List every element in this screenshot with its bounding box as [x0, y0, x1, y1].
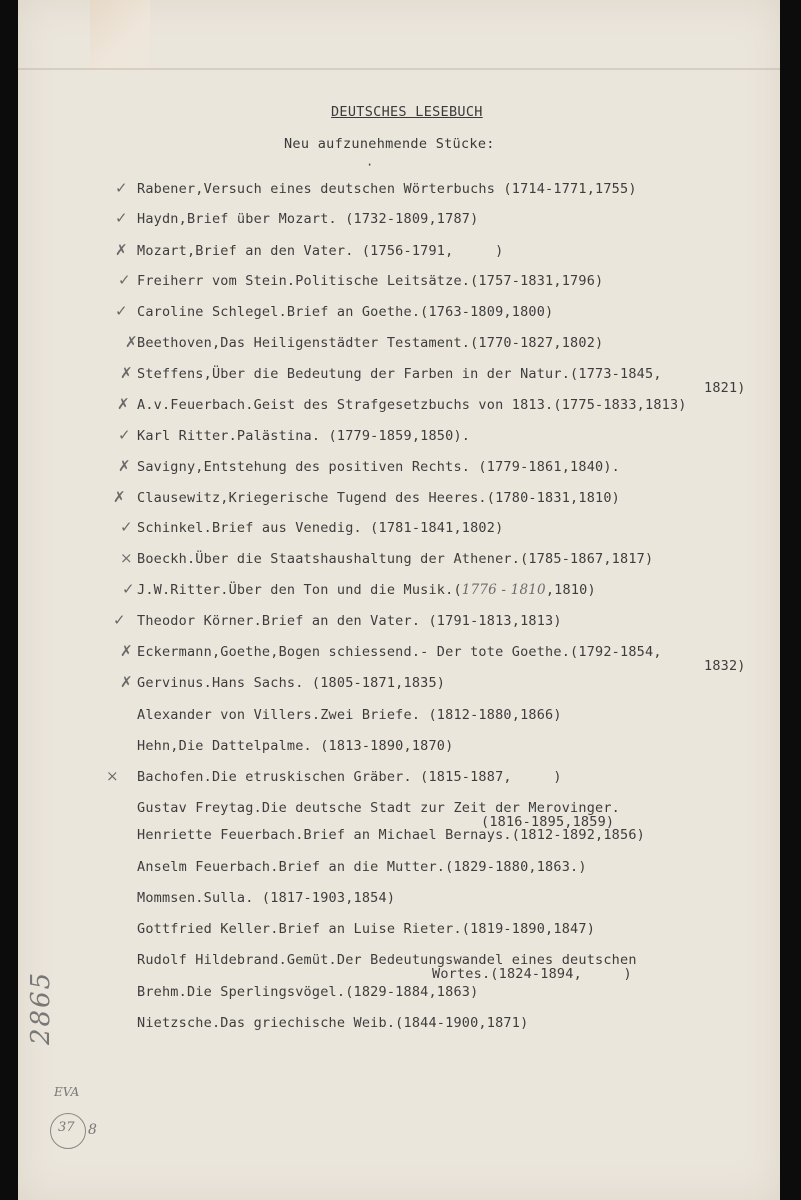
separator-dot: ·	[366, 158, 374, 172]
checkmark-icon: ✓	[113, 611, 126, 629]
checkmark-icon: ✓	[118, 271, 131, 289]
entry-line: Theodor Körner.Brief an den Vater. (1791-1813,1813)	[137, 613, 562, 629]
entry-line: Rabener,Versuch eines deutschen Wörterbuchs (1714-1771,1755)	[137, 181, 637, 197]
entry-continuation: 1821)	[704, 380, 746, 396]
margin-handwritten-number: 2865	[26, 970, 56, 1045]
paper-crease	[18, 68, 780, 70]
entry-line: Anselm Feuerbach.Brief an die Mutter.(1829-1880,1863.)	[137, 859, 587, 875]
entry-line: Mozart,Brief an den Vater. (1756-1791, )	[137, 243, 504, 259]
entry-continuation: 1832)	[704, 658, 746, 674]
entry-line: Gustav Freytag.Die deutsche Stadt zur Zeit der Merovinger.	[137, 800, 621, 816]
entry-line: Hehn,Die Dattelpalme. (1813-1890,1870)	[137, 738, 454, 754]
entry-line: Beethoven,Das Heiligenstädter Testament.(1770-1827,1802)	[137, 335, 604, 351]
entry-line: Brehm.Die Sperlingsvögel.(1829-1884,1863)	[137, 984, 479, 1000]
entry-line: Nietzsche.Das griechische Weib.(1844-1900,1871)	[137, 1015, 529, 1031]
entry-line: Haydn,Brief über Mozart. (1732-1809,1787)	[137, 211, 479, 227]
entry-continuation: Wortes.(1824-1894, )	[432, 966, 632, 982]
cross-mark-icon: ✗	[125, 333, 138, 351]
entry-line: Alexander von Villers.Zwei Briefe. (1812-1880,1866)	[137, 707, 562, 723]
cross-mark-icon: ✗	[118, 457, 131, 475]
stamp-suffix: 8	[88, 1122, 97, 1138]
handwritten-dates: 1776 - 1810	[461, 582, 546, 598]
cross-mark-icon: ×	[106, 767, 119, 785]
entry-text-part: ,1810)	[545, 582, 596, 598]
cross-mark-icon: ✗	[113, 488, 126, 506]
checkmark-icon: ✓	[122, 580, 135, 598]
checkmark-icon: ✓	[115, 179, 128, 197]
entry-line: A.v.Feuerbach.Geist des Strafgesetzbuchs von 1813.(1775-1833,1813)	[137, 397, 687, 413]
entry-line: Freiherr vom Stein.Politische Leitsätze.(1757-1831,1796)	[137, 273, 604, 289]
entry-line: Mommsen.Sulla. (1817-1903,1854)	[137, 890, 396, 906]
entry-continuation: (1816-1895,1859)	[481, 814, 615, 830]
checkmark-icon: ✓	[120, 518, 133, 536]
entry-line: Gottfried Keller.Brief an Luise Rieter.(1819-1890,1847)	[137, 921, 596, 937]
cross-mark-icon: ✗	[120, 642, 133, 660]
entry-line: Caroline Schlegel.Brief an Goethe.(1763-1809,1800)	[137, 304, 554, 320]
entry-line: Eckermann,Goethe,Bogen schiessend.- Der tote Goethe.(1792-1854,	[137, 644, 662, 660]
cross-mark-icon: ✗	[115, 241, 128, 259]
entry-text-part: J.W.Ritter.Über den Ton und die Musik.(	[137, 582, 462, 598]
entry-line	[137, 582, 596, 598]
entry-line: Clausewitz,Kriegerische Tugend des Heeres.(1780-1831,1810)	[137, 490, 621, 506]
entry-line: Steffens,Über die Bedeutung der Farben in der Natur.(1773-1845,	[137, 366, 662, 382]
document-title: DEUTSCHES LESEBUCH	[331, 104, 483, 120]
entry-line: Boeckh.Über die Staatshaushaltung der Athener.(1785-1867,1817)	[137, 551, 654, 567]
stamp-number: 37	[58, 1120, 75, 1135]
entry-line: Rudolf Hildebrand.Gemüt.Der Bedeutungswandel eines deutschen	[137, 952, 637, 968]
stamp-label: EVA	[54, 1085, 80, 1099]
entry-line: Savigny,Entstehung des positiven Rechts. (1779-1861,1840).	[137, 459, 621, 475]
cross-mark-icon: ✗	[120, 673, 133, 691]
entry-line: Karl Ritter.Palästina. (1779-1859,1850).	[137, 428, 471, 444]
entry-line: Bachofen.Die etruskischen Gräber. (1815-1887, )	[137, 769, 562, 785]
entry-line: Henriette Feuerbach.Brief an Michael Bernays.(1812-1892,1856)	[137, 827, 645, 843]
document-subtitle: Neu aufzunehmende Stücke:	[284, 136, 495, 152]
cross-mark-icon: ✗	[117, 395, 130, 413]
checkmark-icon: ✓	[115, 302, 128, 320]
entry-line: Gervinus.Hans Sachs. (1805-1871,1835)	[137, 675, 446, 691]
entry-line: Schinkel.Brief aus Venedig. (1781-1841,1802)	[137, 520, 504, 536]
paper-fold	[90, 0, 150, 70]
checkmark-icon: ✓	[115, 209, 128, 227]
checkmark-icon: ✓	[118, 426, 131, 444]
cross-mark-icon: ✗	[120, 364, 133, 382]
cross-mark-icon: ×	[120, 549, 133, 567]
